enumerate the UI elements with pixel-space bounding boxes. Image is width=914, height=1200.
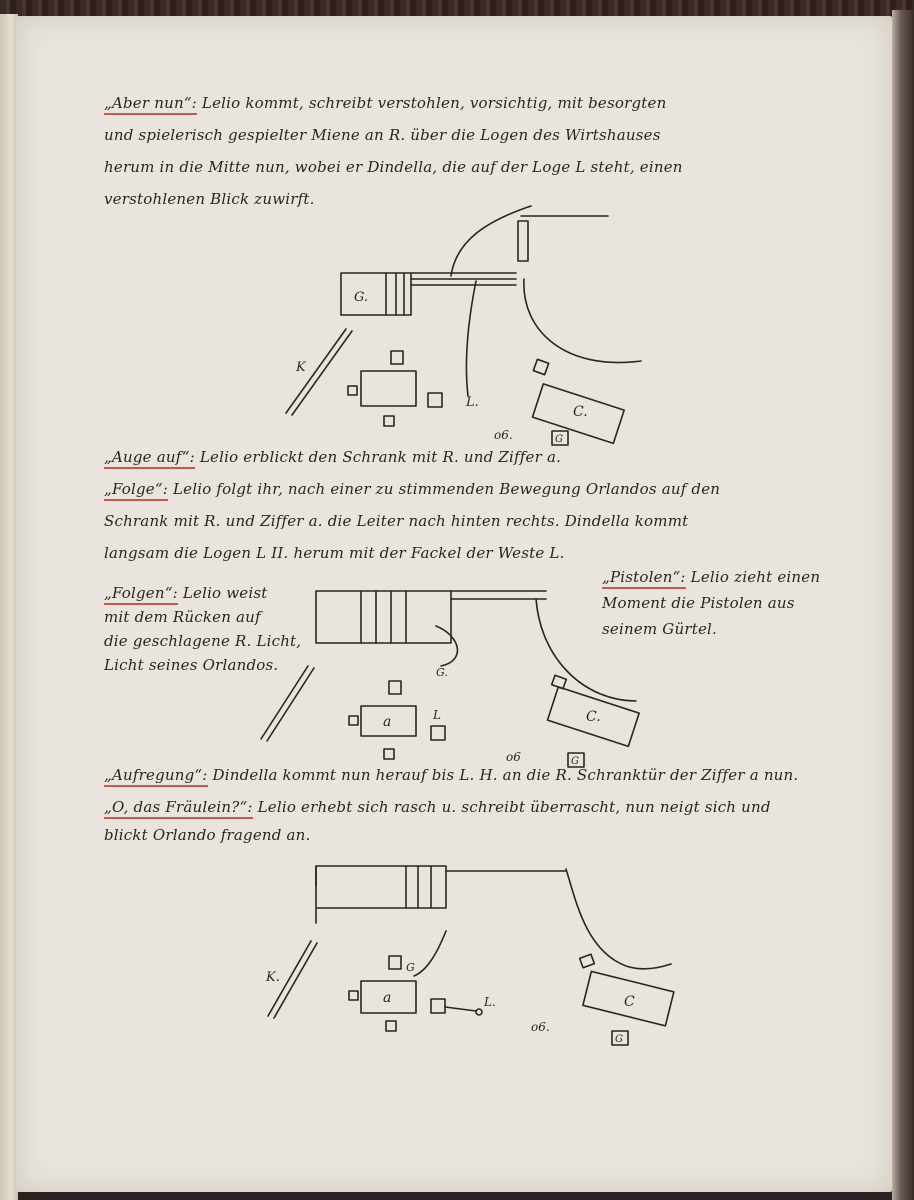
diagram-3-label-k: K. xyxy=(266,970,280,985)
stage-diagram-3 xyxy=(256,861,676,1071)
scene-4-text-1: Dindella kommt nun herauf bis L. H. an die R. Schranktür der Ziffer a nun. xyxy=(212,766,799,784)
diagram-1-small-box xyxy=(533,359,548,374)
diagram-3-stool-right xyxy=(431,999,445,1013)
scene-3-right-text-1: Lelio zieht einen xyxy=(690,568,821,586)
diagram-1-post xyxy=(518,221,528,261)
diagram-3-label-g: G xyxy=(406,961,415,974)
scene-1-line-1 xyxy=(104,94,666,112)
scene-3-right-2: Moment die Pistolen aus xyxy=(602,594,795,612)
scene-3-cue-left: „Folgen“: xyxy=(104,584,178,605)
book-binding-top xyxy=(0,0,914,16)
diagram-2-label-g2: G xyxy=(571,756,579,767)
scene-4-line-1 xyxy=(104,766,798,784)
diagram-1-stool-right xyxy=(428,393,442,407)
diagram-3-label-g2: G xyxy=(615,1034,623,1045)
scene-4-cue-2: „O, das Fräulein?“: xyxy=(104,798,253,819)
diagram-3-stairs xyxy=(316,866,446,908)
scene-2-cue-2: „Folge“: xyxy=(104,480,168,501)
diagram-3-stool-bottom xyxy=(386,1021,396,1031)
scene-1-line-2: und spielerisch gespielter Miene an R. über die Logen des Wirtshauses xyxy=(104,126,661,144)
scene-1-cue: „Aber nun“: xyxy=(104,94,197,115)
diagram-3-guide-line xyxy=(445,1007,476,1011)
scene-3-left-text-1: Lelio weist xyxy=(182,584,268,602)
diagram-1-label-c: C. xyxy=(573,404,588,420)
diagram-2-chair-top xyxy=(389,681,401,694)
scene-3-left-2: mit dem Rücken auf xyxy=(104,608,261,626)
diagram-3-curve xyxy=(566,869,671,969)
diagram-3-label-l: L. xyxy=(484,995,496,1009)
scene-4-line-3: blickt Orlando fragend an. xyxy=(104,826,311,844)
diagram-3-marker xyxy=(476,1009,482,1015)
diagram-1-label-l: L. xyxy=(466,395,479,410)
scene-4-line-2 xyxy=(104,798,771,816)
diagram-1-label-g2: G xyxy=(555,434,563,445)
diagram-1-chair-top xyxy=(391,351,403,364)
diagram-1-curve xyxy=(524,279,641,363)
scene-2-cue-1: „Auge auf“: xyxy=(104,448,195,469)
diagram-3-chair-top xyxy=(389,956,401,969)
scene-2-line-4: langsam die Logen L II. herum mit der Fackel der Weste L. xyxy=(104,544,565,562)
diagram-2-stool-right xyxy=(431,726,445,740)
diagram-1-arc-upper xyxy=(451,206,531,276)
diagram-1-table xyxy=(361,371,416,406)
diagram-2-label-c: C. xyxy=(586,709,601,725)
diagram-2-stool-bottom xyxy=(384,749,394,759)
diagram-2-stool-left xyxy=(349,716,358,725)
diagram-1-path-line xyxy=(466,281,476,396)
diagram-1-label-k: K xyxy=(296,360,306,375)
scene-1-line-3: herum in die Mitte nun, wobei er Dindella, die auf der Loge L steht, einen xyxy=(104,158,683,176)
diagram-2-label-l: L xyxy=(433,708,441,722)
diagram-2-label-g: G. xyxy=(436,666,448,679)
diagram-1-stairs xyxy=(341,273,411,315)
scene-3-left-1 xyxy=(104,584,268,602)
diagram-3-small-box xyxy=(580,954,595,968)
scene-3-cue-right: „Pistolen“: xyxy=(602,568,686,589)
diagram-2-small-curve xyxy=(436,626,457,666)
scene-2-text-2: Lelio folgt ihr, nach einer zu stimmenden Bewegung Orlandos auf den xyxy=(172,480,721,498)
diagram-3-stool-left xyxy=(349,991,358,1000)
scene-3-left-4: Licht seines Orlandos. xyxy=(104,656,279,674)
diagram-2-label-o6: o6 xyxy=(506,750,521,764)
diagram-3-label-o6: o6. xyxy=(531,1020,550,1034)
manuscript-page xyxy=(16,16,892,1192)
diagram-2-curve xyxy=(536,599,636,701)
diagram-2-ramp-1 xyxy=(261,666,308,739)
book-cover-edge xyxy=(892,10,914,1200)
diagram-2-stairs xyxy=(316,591,451,643)
scene-2-text-1: Lelio erblickt den Schrank mit R. und Ziffer a. xyxy=(199,448,562,466)
scene-4-text-2: Lelio erhebt sich rasch u. schreibt überrascht, nun neigt sich und xyxy=(257,798,771,816)
stage-diagram-2 xyxy=(256,581,636,781)
diagram-1-label-g: G. xyxy=(354,290,369,305)
diagram-3-ramp-2 xyxy=(274,943,317,1018)
scene-2-line-2 xyxy=(104,480,720,498)
scene-4-cue-1: „Aufregung“: xyxy=(104,766,208,787)
diagram-2-ramp-2 xyxy=(267,668,314,741)
scene-1-line-4: verstohlenen Blick zuwirft. xyxy=(104,190,315,208)
diagram-1-stool-bottom xyxy=(384,416,394,426)
diagram-3-label-a: a xyxy=(383,990,392,1006)
scene-3-right-3: seinem Gürtel. xyxy=(602,620,717,638)
diagram-3-label-c: C xyxy=(624,994,635,1010)
scene-2-line-3: Schrank mit R. und Ziffer a. die Leiter nach hinten rechts. Dindella kommt xyxy=(104,512,689,530)
diagram-1-label-o6: o6. xyxy=(494,428,513,442)
scene-1-text-1: Lelio kommt, schreibt verstohlen, vorsichtig, mit besorgten xyxy=(201,94,667,112)
stage-diagram-1 xyxy=(256,201,656,451)
scene-2-line-1 xyxy=(104,448,561,466)
diagram-1-ramp-1 xyxy=(286,329,346,413)
diagram-2-label-a: a xyxy=(383,714,392,730)
diagram-3-small-curve xyxy=(414,931,446,976)
diagram-1-stool-left xyxy=(348,386,357,395)
scene-3-left-3: die geschlagene R. Licht, xyxy=(104,632,302,650)
